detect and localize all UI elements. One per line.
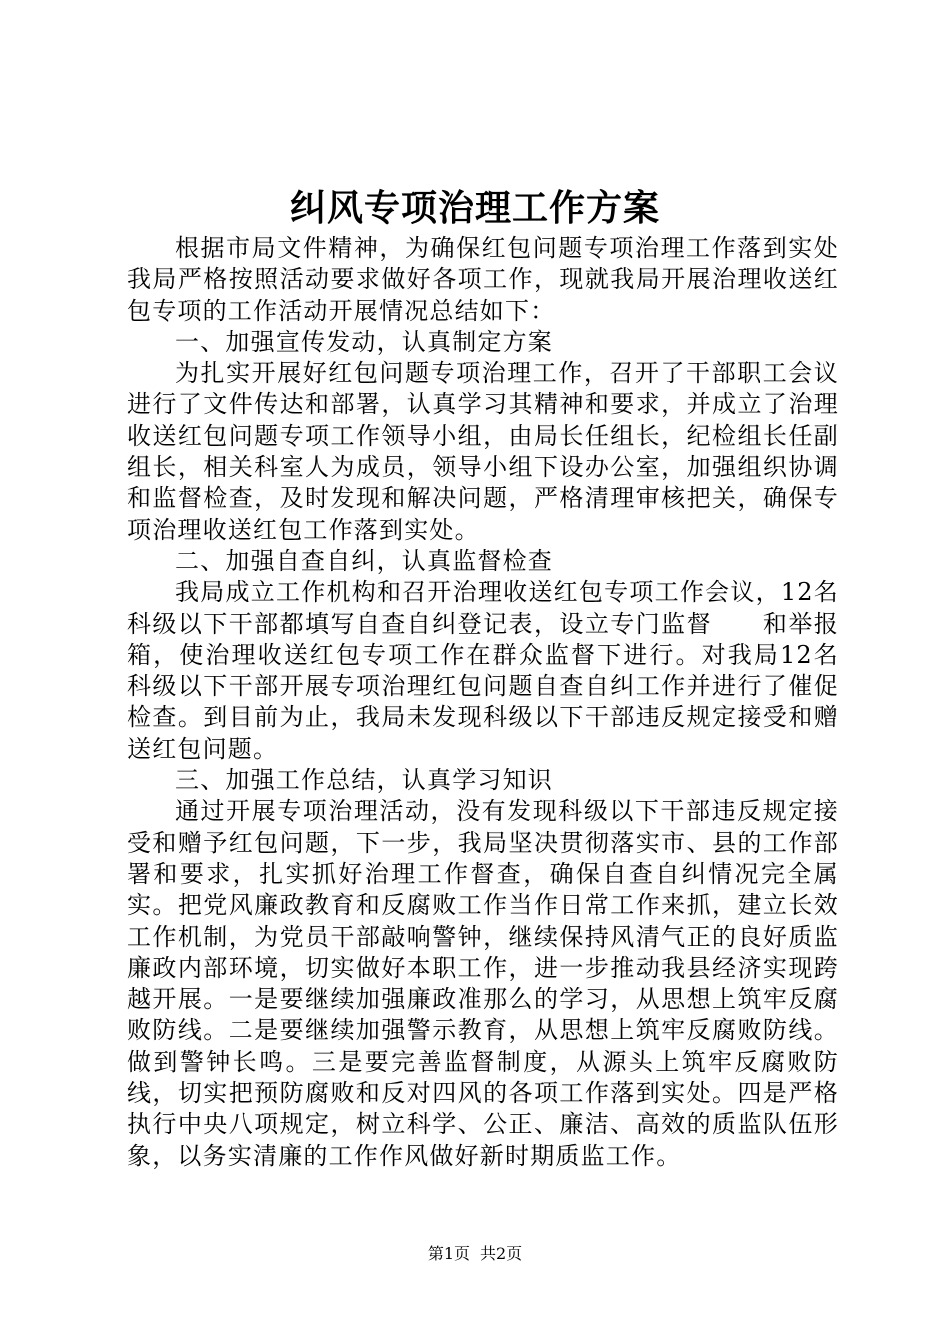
page-footer bbox=[0, 1243, 950, 1265]
intro-paragraph: 根据市局文件精神，为确保红包问题专项治理工作落到实处我局严格按照活动要求做好各项工作，现就我局开展治理收送红包专项的工作活动开展情况总结如下： bbox=[127, 234, 839, 325]
page-total: 共2页 bbox=[480, 1244, 523, 1263]
document-body bbox=[127, 233, 839, 1172]
section-paragraph-2: 我局成立工作机构和召开治理收送红包专项工作会议，12名科级以下干部都填写自查自纠登记表，设立专门监督 和举报箱，使治理收送红包专项工作在群众监督下进行。对我局12名科级以下干部开展专项治理红包问题自查自纠工作并进行了催促检查。到目前为止，我局未发现科级以下干部违反规定接受和赠送红包问题。 bbox=[127, 578, 839, 763]
section-paragraph-1: 为扎实开展好红包问题专项治理工作，召开了干部职工会议进行了文件传达和部署，认真学习其精神和要求，并成立了治理收送红包问题专项工作领导小组，由局长任组长，纪检组长任副组长，相关科室人为成员，领导小组下设办公室，加强组织协调和监督检查，及时发现和解决问题，严格清理审核把关，确保专项治理收送红包工作落到实处。 bbox=[127, 359, 839, 544]
section-heading-3: 三、加强工作总结，认真学习知识 bbox=[175, 766, 553, 795]
section-heading-2: 二、加强自查自纠，认真监督检查 bbox=[175, 546, 553, 575]
page-number: 第1页 bbox=[427, 1244, 470, 1263]
section-heading-1: 一、加强宣传发动，认真制定方案 bbox=[175, 327, 553, 356]
section-paragraph-3: 通过开展专项治理活动，没有发现科级以下干部违反规定接受和赠予红包问题，下一步，我局坚决贯彻落实市、县的工作部署和要求，扎实抓好治理工作督查，确保自查自纠情况完全属实。把党风廉政教育和反腐败工作当作日常工作来抓，建立长效工作机制，为党员干部敲响警钟，继续保持风清气正的良好质监廉政内部环境，切实做好本职工作，进一步推动我县经济实现跨越开展。一是要继续加强廉政准那么的学习，从思想上筑牢反腐败防线。二是要继续加强警示教育，从思想上筑牢反腐败防线。做到警钟长鸣。三是要完善监督制度，从源头上筑牢反腐败防线，切实把预防腐败和反对四风的各项工作落到实处。四是严格执行中央八项规定，树立科学、公正、廉洁、高效的质监队伍形象，以务实清廉的工作作风做好新时期质监工作。 bbox=[127, 797, 839, 1170]
document-title: 纠风专项治理工作方案 bbox=[289, 187, 660, 229]
